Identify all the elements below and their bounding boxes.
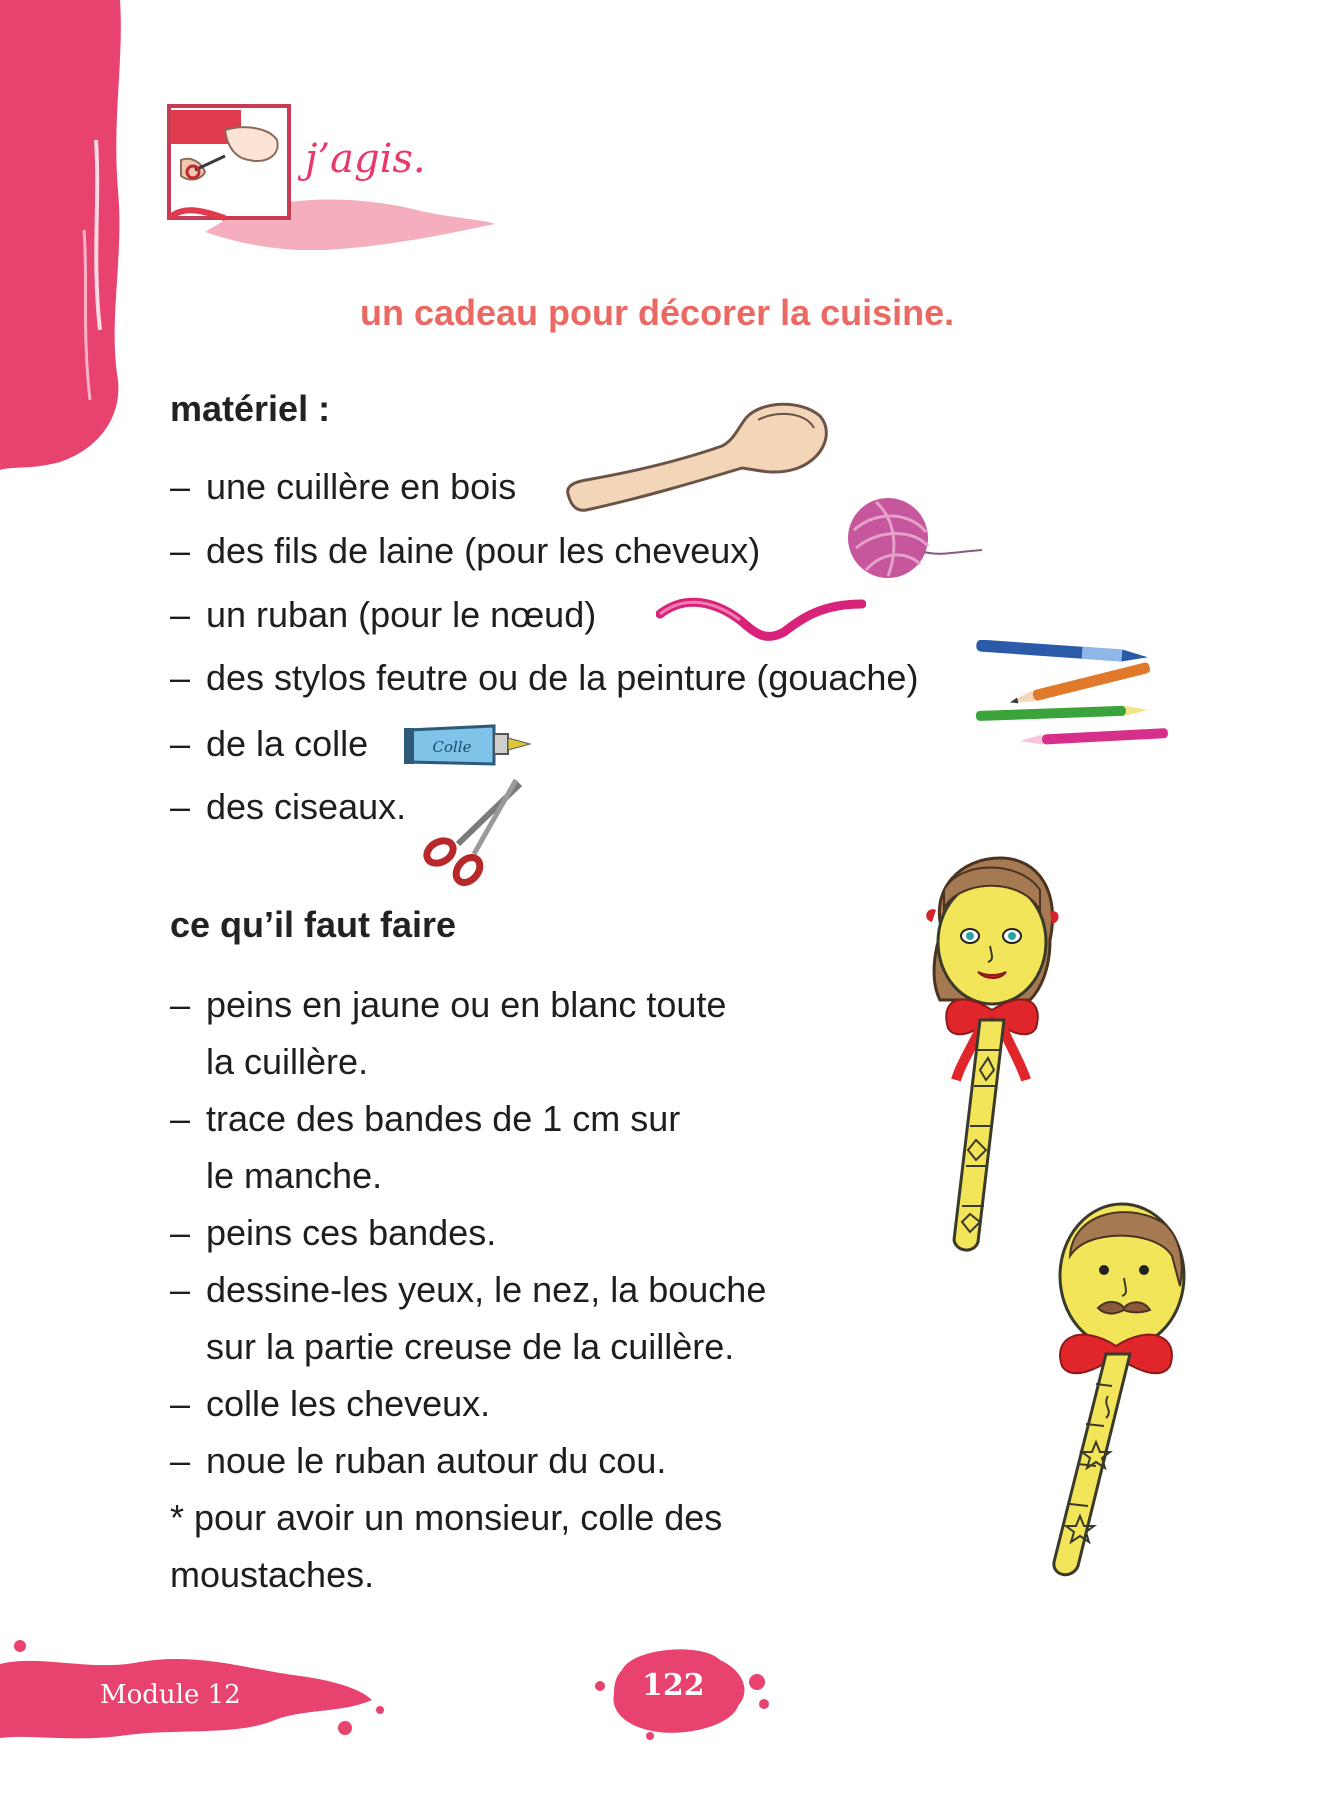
step-text: peins en jaune ou en blanc toute <box>206 984 727 1025</box>
list-dash: – <box>170 1212 191 1253</box>
material-text: des fils de laine (pour les cheveux) <box>206 530 761 571</box>
material-item <box>170 466 516 508</box>
ribbon-icon <box>656 592 866 646</box>
list-dash: – <box>170 594 191 635</box>
step-text-continued: sur la partie creuse de la cuillère. <box>206 1326 735 1367</box>
section-header <box>165 100 495 250</box>
scissors-icon <box>420 774 532 886</box>
step-text: noue le ruban autour du cou. <box>206 1440 667 1481</box>
instruction-step <box>170 1204 930 1261</box>
activity-title: un cadeau pour décorer la cuisine. <box>360 292 955 333</box>
felt-pens-icon <box>972 640 1182 750</box>
instruction-step <box>170 1090 930 1204</box>
instruction-step <box>170 1375 930 1432</box>
step-text: colle les cheveux. <box>206 1383 491 1424</box>
list-dash: – <box>170 786 191 827</box>
list-dash: – <box>170 1098 191 1139</box>
material-item <box>170 657 918 699</box>
instruction-step <box>170 1432 930 1489</box>
material-text: une cuillère en bois <box>206 466 517 507</box>
material-item <box>170 723 368 765</box>
list-dash: – <box>170 530 191 571</box>
list-dash: – <box>170 723 191 764</box>
instruction-step <box>170 976 930 1090</box>
material-text: un ruban (pour le nœud) <box>206 594 597 635</box>
step-text: trace des bandes de 1 cm sur <box>206 1098 681 1139</box>
instruction-step <box>170 1261 930 1375</box>
wooden-spoon-icon <box>562 398 832 516</box>
instructions-heading: ce qu’il faut faire <box>170 904 457 945</box>
instruction-list <box>170 976 930 1603</box>
material-item <box>170 594 596 636</box>
material-text: de la colle <box>206 723 369 764</box>
list-dash: – <box>170 1440 191 1481</box>
material-item <box>170 786 406 828</box>
left-pink-band <box>0 0 130 470</box>
instruction-note: * pour avoir un monsieur, colle des moustaches. <box>170 1497 723 1595</box>
material-item <box>170 530 760 572</box>
list-dash: – <box>170 1269 191 1310</box>
yarn-ball-icon <box>836 490 986 590</box>
glue-label: Colle <box>432 738 472 756</box>
material-text: des ciseaux. <box>206 786 407 827</box>
list-dash: – <box>170 1383 191 1424</box>
step-text: peins ces bandes. <box>206 1212 497 1253</box>
module-label: Module 12 <box>100 1680 241 1710</box>
materials-heading: matériel : <box>170 388 331 429</box>
step-text-continued: la cuillère. <box>206 1041 369 1082</box>
spoon-puppet-boy-illustration <box>1012 1196 1212 1586</box>
section-label: j’agis. <box>305 136 426 182</box>
page-number: 122 <box>642 1668 705 1703</box>
glue-tube-icon <box>404 722 534 770</box>
list-dash: – <box>170 466 191 507</box>
material-text: des stylos feutre ou de la peinture (gouache) <box>206 657 919 698</box>
step-text: dessine-les yeux, le nez, la bouche <box>206 1269 767 1310</box>
list-dash: – <box>170 984 191 1025</box>
step-text-continued: le manche. <box>206 1155 383 1196</box>
list-dash: – <box>170 657 191 698</box>
